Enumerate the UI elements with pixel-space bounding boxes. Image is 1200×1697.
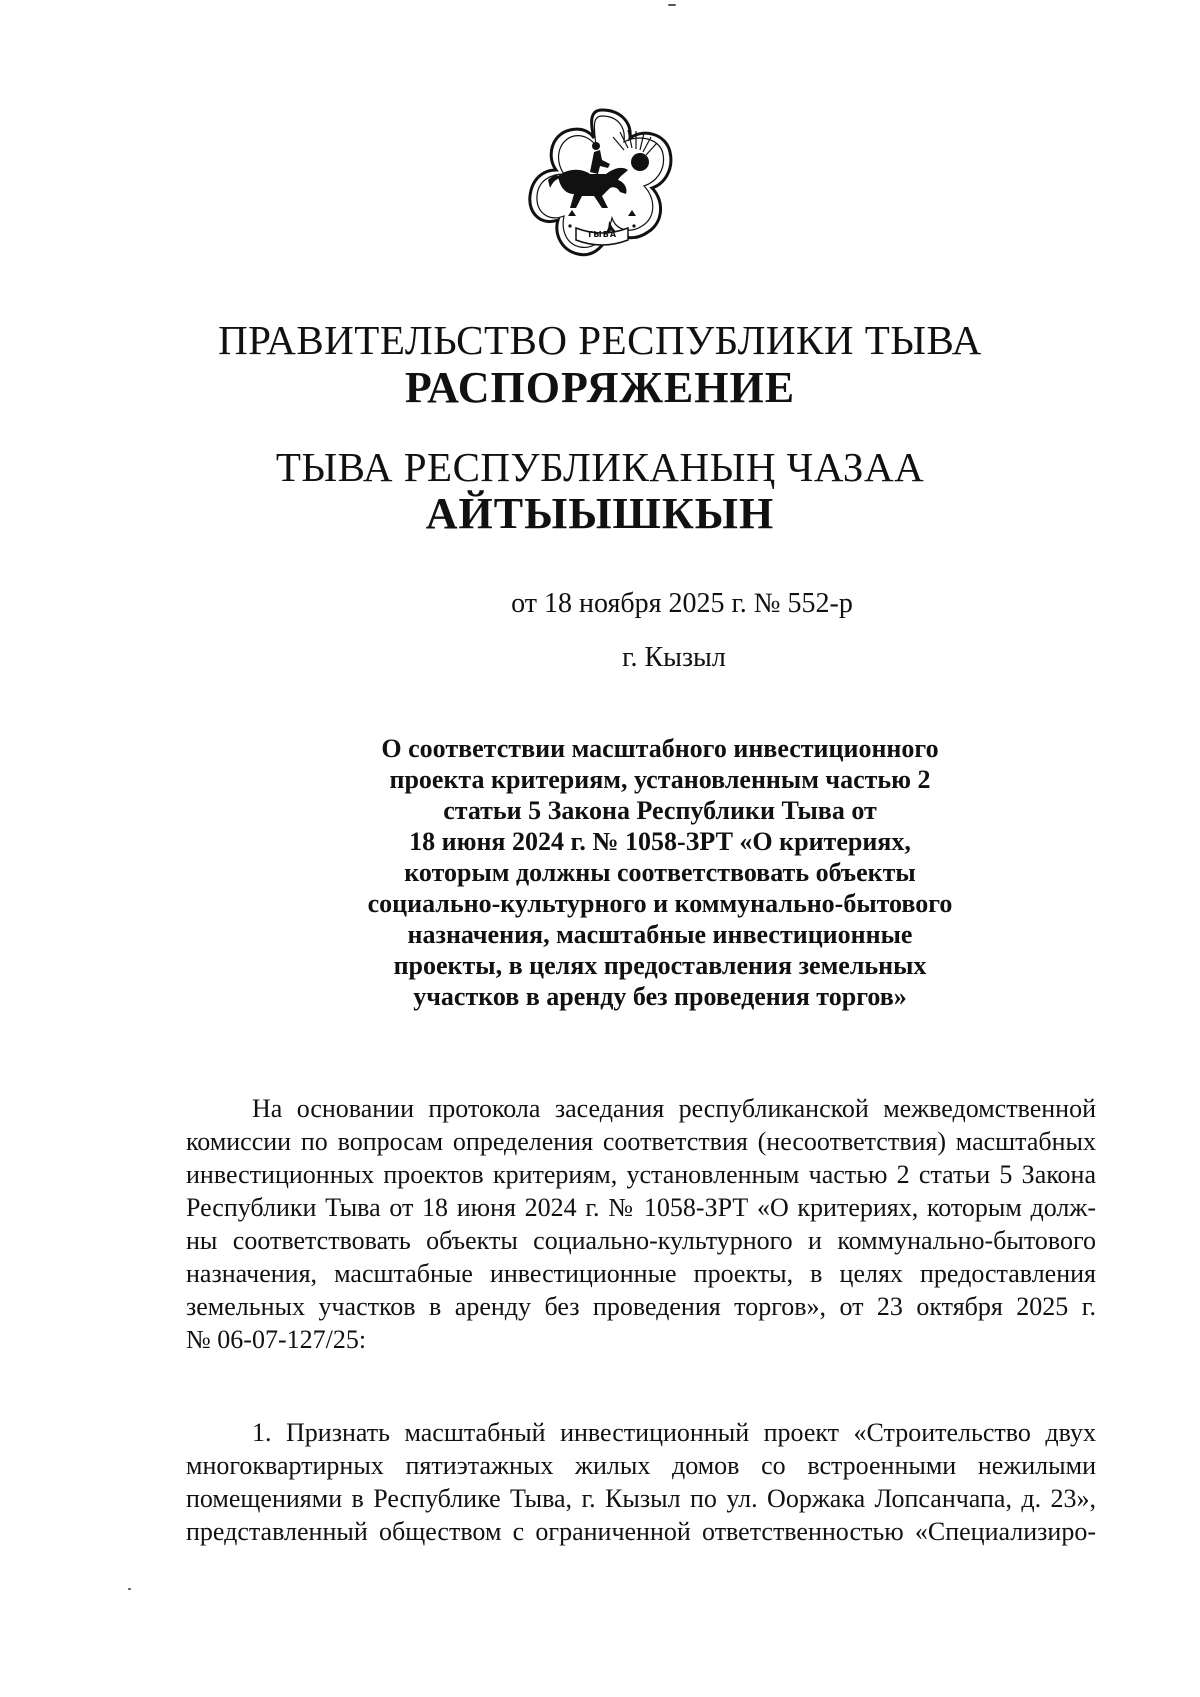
clause-1-paragraph [186, 1416, 1096, 1548]
body-line: земельных участков в аренду без проведения торгов», от 23 октября 2025 г. [186, 1292, 1096, 1321]
body-line: представленный обществом с ограниченной ответственностью «Специализиро- [186, 1517, 1096, 1546]
scan-speck [128, 1588, 131, 1590]
document-type-tyv: АЙТЫЫШКЫН [425, 489, 775, 538]
body-line: назначения, масштабные инвестиционные проекты, в целях предоставления [186, 1259, 1096, 1288]
government-name-ru: ПРАВИТЕЛЬСТВО РЕСПУБЛИКИ ТЫВА [218, 317, 982, 363]
title-line: участков в аренду без проведения торгов» [413, 982, 907, 1011]
body-line: помещениями в Республике Тыва, г. Кызыл по ул. Ооржака Лопсанчапа, д. 23», [186, 1484, 1096, 1513]
title-line: социально-культурного и коммунально-бытового [367, 889, 953, 918]
body-line: Республики Тыва от 18 июня 2024 г. № 1058-ЗРТ «О критериях, которым долж- [186, 1193, 1096, 1222]
preamble-paragraph [186, 1092, 1096, 1356]
government-name-tyv: ТЫВА РЕСПУБЛИКАНЫҢ ЧАЗАА [275, 444, 925, 490]
body-line: многоквартирных пятиэтажных жилых домов со встроенными нежилыми [186, 1451, 1096, 1480]
coat-of-arms-emblem [524, 104, 680, 264]
document-city: г. Кызыл [622, 642, 726, 673]
emblem-inscription: ТЫВА [586, 230, 618, 239]
scan-speck [668, 4, 676, 6]
title-line: назначения, масштабные инвестиционные [407, 920, 913, 949]
title-line: проекты, в целях предоставления земельных [393, 951, 927, 980]
document-title [320, 733, 1000, 1012]
title-line: проекта критериям, установленным частью 2 [389, 765, 931, 794]
body-line: ны соответствовать объекты социально-культурного и коммунально-бытового [186, 1226, 1096, 1255]
body-line: инвестиционных проектов критериям, установленным частью 2 статьи 5 Закона [186, 1160, 1096, 1189]
title-line: статьи 5 Закона Республики Тыва от [443, 796, 877, 825]
title-line: 18 июня 2024 г. № 1058-ЗРТ «О критериях, [409, 827, 911, 856]
document-type-ru: РАСПОРЯЖЕНИЕ [404, 363, 796, 412]
body-line: 1. Признать масштабный инвестиционный проект «Строительство двух [252, 1418, 1096, 1447]
title-line: О соответствии масштабного инвестиционного [381, 734, 939, 763]
body-line: На основании протокола заседания республиканской межведомственной [252, 1094, 1096, 1123]
document-date-number: от 18 ноября 2025 г. № 552-р [511, 588, 853, 619]
body-line: комиссии по вопросам определения соответствия (несоответствия) масштабных [186, 1127, 1096, 1156]
title-line: которым должны соответствовать объекты [404, 858, 916, 887]
body-line: № 06-07-127/25: [186, 1325, 367, 1354]
